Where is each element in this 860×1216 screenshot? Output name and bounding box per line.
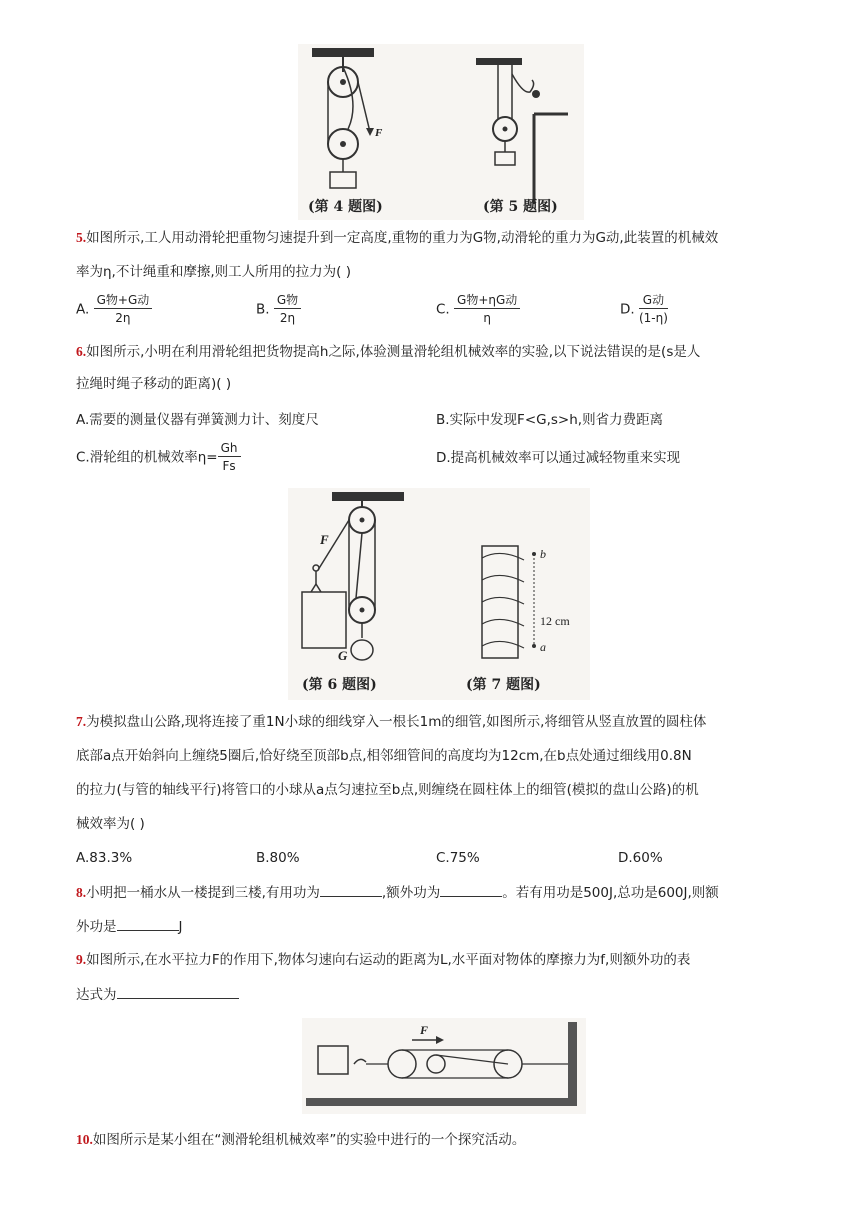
q7-line-1 bbox=[76, 712, 706, 732]
q8-blank-useful-work[interactable] bbox=[320, 882, 382, 897]
q8-blank-extra-value[interactable] bbox=[117, 916, 179, 931]
q5-option-a: A. $\frac{\text{G物+G动}}{2\eta}$ bbox=[76, 292, 152, 327]
fig7-point-b: b bbox=[540, 547, 546, 561]
q8-number: 8. bbox=[76, 885, 87, 900]
q9-blank-answer[interactable] bbox=[117, 984, 239, 999]
q7-option-b: B.80% bbox=[256, 850, 300, 866]
q7-option-c: C.75% bbox=[436, 850, 480, 866]
q5-number: 5. bbox=[76, 230, 87, 245]
fig6-weight-label: G bbox=[338, 648, 348, 663]
fig5-caption: (第 5 题图) bbox=[483, 199, 558, 215]
q6-option-c: C.滑轮组的机械效率η= $\frac{Gh}{Fs}$ bbox=[76, 440, 241, 475]
fig4-force-label: F bbox=[375, 127, 383, 139]
q5-line-1 bbox=[76, 228, 718, 248]
q8-line-2: 外功是 J bbox=[76, 916, 182, 937]
q10-line-1 bbox=[76, 1130, 525, 1150]
pulley-diagrams-4-5 bbox=[298, 44, 584, 220]
q7-stem-2: 底部a点开始斜向上缠绕5圈后,恰好绕至顶部b点,相邻细管间的高度均为12cm,在b点处通过细线用0.8N bbox=[76, 748, 692, 764]
fig4-caption: (第 4 题图) bbox=[308, 199, 383, 215]
figure-6-7 bbox=[288, 488, 590, 700]
q5-stem-2: 率为η,不计绳重和摩擦,则工人所用的拉力为( ) bbox=[76, 264, 351, 280]
q6-option-a: A.需要的测量仪器有弹簧测力计、刻度尺 bbox=[76, 412, 319, 428]
q10-stem-1: 如图所示是某小组在“测滑轮组机械效率”的实验中进行的一个探究活动。 bbox=[92, 1132, 526, 1148]
q6-stem-2: 拉绳时绳子移动的距离)( ) bbox=[76, 376, 232, 392]
fig7-height-label: 12 cm bbox=[540, 614, 570, 628]
q6-option-b: B.实际中发现F<G,s>h,则省力费距离 bbox=[436, 412, 664, 428]
q8-line-1: 8.小明把一桶水从一楼提到三楼,有用功为 ,额外功为 。若有用功是500J,总功是600J,则额 bbox=[76, 882, 719, 903]
fig6-caption: (第 6 题图) bbox=[302, 677, 377, 693]
horizontal-pulley-diagram bbox=[302, 1018, 586, 1114]
q9-line-1 bbox=[76, 950, 690, 970]
q6-line-1 bbox=[76, 342, 700, 362]
q7-stem-4: 械效率为( ) bbox=[76, 816, 145, 832]
q7-option-a: A.83.3% bbox=[76, 850, 133, 866]
fig7-caption: (第 7 题图) bbox=[466, 677, 541, 693]
figure-9 bbox=[302, 1018, 586, 1114]
q8-blank-extra-work[interactable] bbox=[440, 882, 502, 897]
figure-4-5 bbox=[298, 44, 584, 220]
q7-stem-1: 为模拟盘山公路,现将连接了重1N小球的细线穿入一根长1m的细管,如图所示,将细管从竖直放置的圆柱体 bbox=[86, 714, 707, 730]
q10-number: 10. bbox=[76, 1132, 93, 1147]
q6-option-d: D.提高机械效率可以通过减轻物重来实现 bbox=[436, 450, 681, 466]
q9-line-2: 达式为 bbox=[76, 984, 239, 1005]
q5-stem-1: 如图所示,工人用动滑轮把重物匀速提升到一定高度,重物的重力为G物,动滑轮的重力为G动,此装置的机械效 bbox=[86, 230, 719, 246]
q7-number: 7. bbox=[76, 714, 87, 729]
q5-option-c: C. $\frac{\text{G物+ηG动}}{\eta}$ bbox=[436, 292, 520, 327]
fig6-force-label: F bbox=[320, 532, 329, 547]
q9-stem-1: 如图所示,在水平拉力F的作用下,物体匀速向右运动的距离为L,水平面对物体的摩擦力为f,则额外功的表 bbox=[86, 952, 691, 968]
fig7-point-a: a bbox=[540, 640, 546, 654]
fig9-force-label: F bbox=[420, 1023, 429, 1037]
q7-option-d: D.60% bbox=[618, 850, 663, 866]
q6-stem-1: 如图所示,小明在利用滑轮组把货物提高h之际,体验测量滑轮组机械效率的实验,以下说法错误的是(s是人 bbox=[86, 344, 701, 360]
q5-option-b: B. $\frac{\text{G物}}{2\eta}$ bbox=[256, 292, 301, 327]
q5-option-d: D. $\frac{\text{G动}}{(1-\eta)}$ bbox=[620, 293, 668, 325]
q7-stem-3: 的拉力(与管的轴线平行)将管口的小球从a点匀速拉至b点,则缠绕在圆柱体上的细管(模拟的盘山公路)的机 bbox=[76, 782, 699, 798]
q6-number: 6. bbox=[76, 344, 87, 359]
pulley-and-coil-diagrams bbox=[288, 488, 590, 700]
q9-number: 9. bbox=[76, 952, 87, 967]
